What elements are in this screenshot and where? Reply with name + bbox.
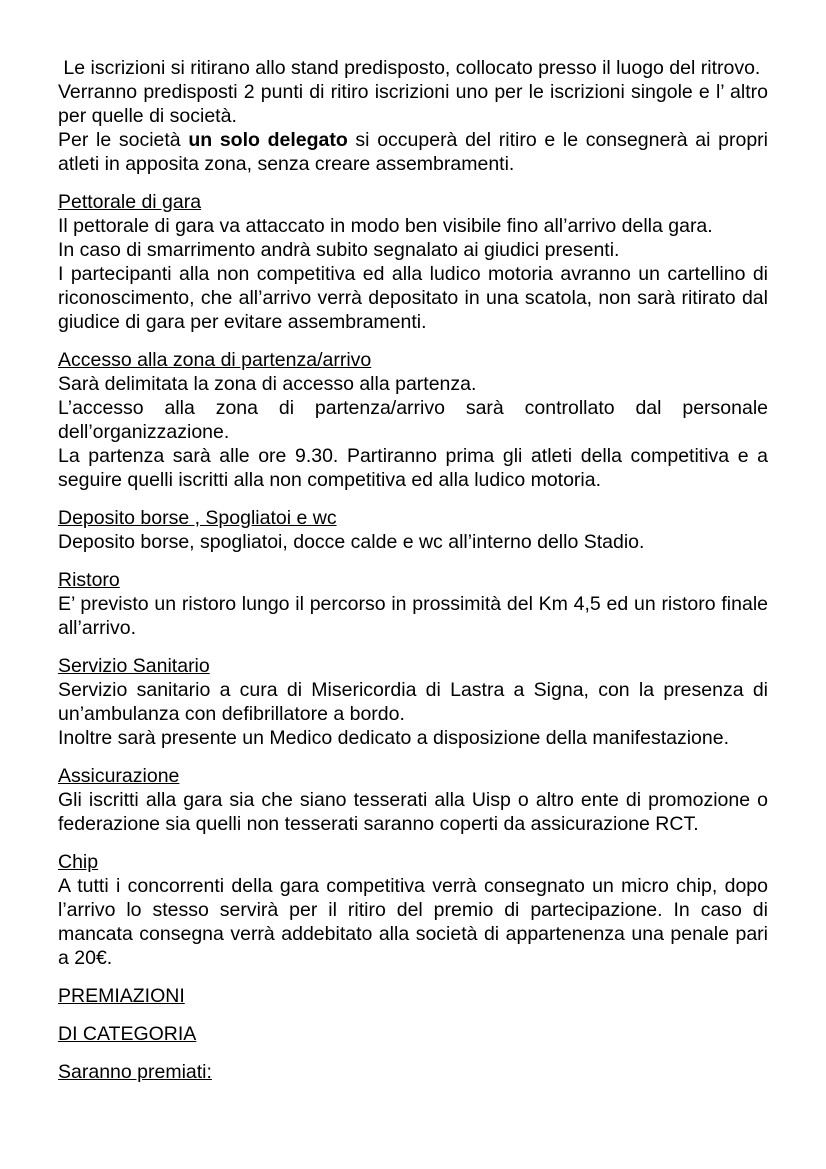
section-chip <box>58 850 768 970</box>
section-paragraph: I partecipanti alla non competitiva ed alla ludico motoria avranno un cartellino di riconoscimento, che all’arrivo verrà depositato in una scatola, non sarà ritirato dal giudice di gara per evitare assembramenti. <box>58 263 768 333</box>
section-paragraph: Servizio sanitario a cura di Misericordia di Lastra a Signa, con la presenza di un’ambulanza con defibrillatore a bordo. <box>58 679 768 725</box>
section-heading: Accesso alla zona di partenza/arrivo <box>58 349 372 371</box>
section-heading: Chip <box>58 851 99 873</box>
section-heading: Deposito borse , Spogliatoi e wc <box>58 507 337 529</box>
saranno-premiati-label: Saranno premiati: <box>58 1061 212 1083</box>
section-paragraph: L’accesso alla zona di partenza/arrivo sarà controllato dal personale dell’organizzazione. <box>58 397 768 443</box>
section-accesso-zona-partenza-arrivo <box>58 348 768 492</box>
intro-paragraph-2: Verranno predisposti 2 punti di ritiro iscrizioni uno per le iscrizioni singole e l’ altro per quelle di società. <box>58 81 768 127</box>
section-deposito-borse <box>58 506 768 554</box>
section-ristoro <box>58 568 768 640</box>
section-assicurazione <box>58 764 768 836</box>
section-heading: Pettorale di gara <box>58 191 202 213</box>
section-servizio-sanitario <box>58 654 768 750</box>
section-heading: Servizio Sanitario <box>58 655 210 677</box>
section-heading: Ristoro <box>58 569 120 591</box>
heading-di-categoria-block <box>58 1022 768 1046</box>
heading-di-categoria: DI CATEGORIA <box>58 1023 197 1045</box>
section-paragraph: Il pettorale di gara va attaccato in modo ben visibile fino all’arrivo della gara. <box>58 215 713 237</box>
heading-premiazioni-block <box>58 984 768 1008</box>
section-paragraph: Inoltre sarà presente un Medico dedicato a disposizione della manifestazione. <box>58 727 729 749</box>
section-paragraph: Deposito borse, spogliatoi, docce calde e wc all’interno dello Stadio. <box>58 531 645 553</box>
section-paragraph: E’ previsto un ristoro lungo il percorso in prossimità del Km 4,5 ed un ristoro finale all’arrivo. <box>58 593 768 639</box>
section-paragraph: In caso di smarrimento andrà subito segnalato ai giudici presenti. <box>58 239 620 261</box>
section-paragraph: Gli iscritti alla gara sia che siano tesserati alla Uisp o altro ente di promozione o federazione sia quelli non tesserati saranno coperti da assicurazione RCT. <box>58 789 768 835</box>
intro-paragraph-1: Le iscrizioni si ritirano allo stand predisposto, collocato presso il luogo del ritrovo. <box>58 57 761 79</box>
section-heading: Assicurazione <box>58 765 180 787</box>
section-paragraph: La partenza sarà alle ore 9.30. Partiranno prima gli atleti della competitiva e a seguire quelli iscritti alla non competitiva ed alla ludico motoria. <box>58 445 768 491</box>
intro-block <box>58 56 768 176</box>
intro-paragraph-3: Per le società un solo delegato si occuperà del ritiro e le consegnerà ai propri atleti in apposita zona, senza creare assembramenti. <box>58 129 768 175</box>
section-pettorale-di-gara <box>58 190 768 334</box>
saranno-premiati-block <box>58 1060 768 1084</box>
section-paragraph: Sarà delimitata la zona di accesso alla partenza. <box>58 373 477 395</box>
section-paragraph: A tutti i concorrenti della gara competitiva verrà consegnato un micro chip, dopo l’arrivo lo stesso servirà per il ritiro del premio di partecipazione. In caso di mancata consegna verrà addebitato alla società di appartenenza una penale pari a 20€. <box>58 875 768 969</box>
heading-premiazioni: PREMIAZIONI <box>58 985 185 1007</box>
